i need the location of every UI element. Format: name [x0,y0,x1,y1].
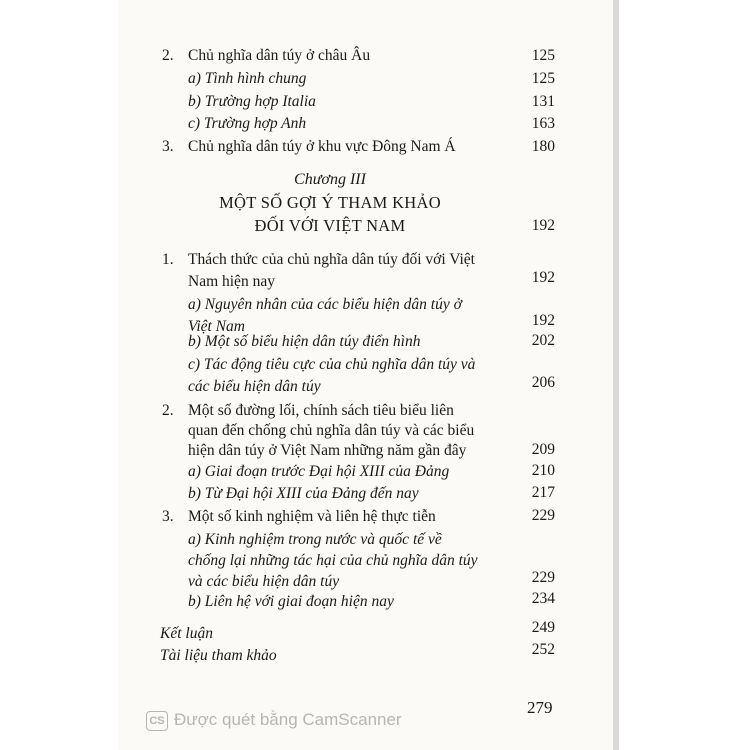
section1-line1: Thách thức của chủ nghĩa dân túy đối với Việt [188,251,475,268]
toc-label-2: 2. [162,47,174,64]
section2-b: b) Từ Đại hội XIII của Đảng đến nay [188,485,419,502]
toc-sub-entry: b) Trường hợp Italia [188,93,316,110]
section3-title: Một số kinh nghiệm và liên hệ thực tiễn [188,508,436,525]
section-label-3: 3. [162,508,174,525]
toc-page: 125 [531,70,555,87]
toc-label-3: 3. [162,138,174,155]
toc-page: 217 [531,484,555,501]
watermark-text: Được quét bằng CamScanner [174,710,402,729]
section1-line2: Nam hiện nay [188,273,275,290]
section3-a-line1: a) Kinh nghiệm trong nước và quốc tế về [188,531,442,548]
toc-entry-europe: Chủ nghĩa dân túy ở châu Âu [188,47,371,64]
toc-page: 234 [531,590,555,607]
toc-page: 125 [531,47,555,64]
toc-page: 202 [531,332,555,349]
toc-entry-southeast-asia: Chủ nghĩa dân túy ở khu vực Đông Nam Á [188,138,456,155]
toc-conclusion: Kết luận [160,625,213,642]
section1-a-line1: a) Nguyên nhân của các biểu hiện dân túy ở [188,296,462,313]
scanner-watermark [146,710,402,731]
toc-page: 209 [531,441,555,458]
section-label-2: 2. [162,402,174,419]
section3-b: b) Liên hệ với giai đoạn hiện nay [188,593,394,610]
toc-page: 131 [531,93,555,110]
toc-sub-entry: a) Tình hình chung [188,70,307,87]
section1-c-line2: các biểu hiện dân túy [188,378,321,395]
section1-a-line2: Việt Nam [188,318,245,335]
toc-references: Tài liệu tham khảo [160,647,277,664]
section3-a-line3: và các biểu hiện dân túy [188,573,340,590]
toc-page: 192 [531,269,555,286]
page-number: 279 [527,698,553,717]
toc-page: 206 [531,374,555,391]
page-edge [613,0,619,750]
section2-a: a) Giai đoạn trước Đại hội XIII của Đảng [188,463,450,480]
section1-b: b) Một số biểu hiện dân túy điển hình [188,333,421,350]
toc-page: 180 [531,138,555,155]
section2-line3: hiện dân túy ở Việt Nam những năm gần đây [188,442,467,459]
chapter-title-line2: ĐỐI VỚI VIỆT NAM [254,216,406,235]
camscanner-logo-icon: CS [146,711,168,731]
section2-line2: quan đến chống chủ nghĩa dân túy và các biểu [188,422,475,439]
section2-line1: Một số đường lối, chính sách tiêu biểu liên [188,402,454,419]
toc-page: 192 [531,312,555,329]
section1-c-line1: c) Tác động tiêu cực của chủ nghĩa dân túy và [188,356,476,373]
chapter-title-line1: MỘT SỐ GỢI Ý THAM KHẢO [219,193,441,212]
toc-page: 249 [531,619,555,636]
toc-page: 252 [531,641,555,658]
section-label-1: 1. [162,251,174,268]
toc-page: 229 [531,569,555,586]
chapter-label: Chương III [294,171,366,188]
toc-page: 210 [531,462,555,479]
chapter-page: 192 [531,217,555,234]
toc-sub-entry: c) Trường hợp Anh [188,115,307,132]
toc-page: 229 [531,507,555,524]
toc-page: 163 [531,115,555,132]
section3-a-line2: chống lại những tác hại của chủ nghĩa dân túy [188,552,478,569]
